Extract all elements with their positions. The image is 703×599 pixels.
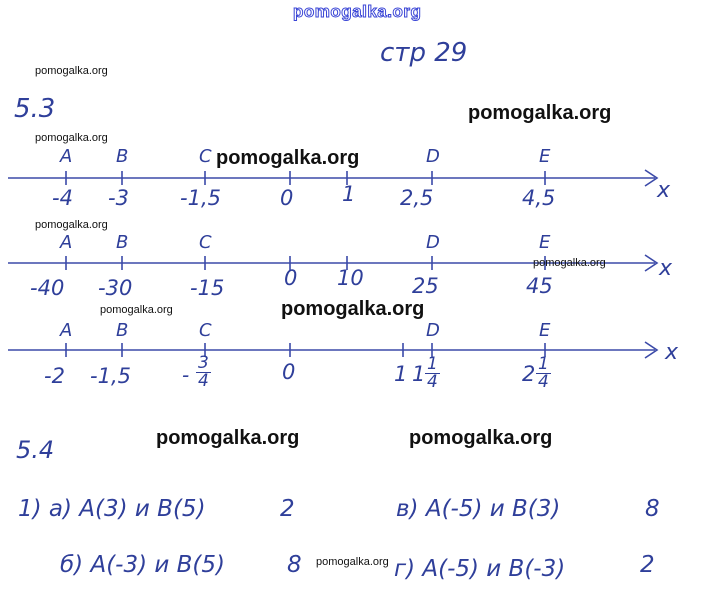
point-label: D (426, 232, 440, 253)
fraction-numerator: 3 (198, 353, 209, 373)
watermark: pomogalka.org (35, 219, 108, 231)
tick-label: 0 (284, 266, 298, 290)
axis-label: x (665, 340, 679, 365)
tick-label: 1 (394, 362, 408, 386)
tick-label: 1 (342, 182, 356, 206)
watermark: pomogalka.org (100, 304, 173, 316)
tick-label: 0 (280, 186, 294, 210)
tick-label: 0 (282, 360, 296, 384)
point-label: D (426, 320, 440, 341)
axis-label: x (659, 256, 673, 281)
tick-label: -15 (190, 276, 225, 300)
tick-label: -4 (52, 186, 73, 210)
fraction-numerator: 1 (427, 354, 438, 374)
watermark: pomogalka.org (216, 147, 360, 169)
axis-label: x (657, 178, 671, 203)
answer-value: 8 (287, 552, 302, 578)
answer-value: 8 (645, 496, 660, 522)
fraction-denominator: 4 (427, 372, 438, 392)
tick-label: -40 (30, 276, 65, 300)
site-watermark-top: pomogalka.org (293, 2, 422, 21)
watermark: pomogalka.org (468, 102, 612, 124)
tick-label: 4,5 (522, 186, 556, 210)
answer-line: в) A(-5) и B(3) (396, 496, 561, 522)
tick-label: -2 (44, 364, 65, 388)
point-label: D (426, 146, 440, 167)
tick-label: -1,5 (180, 186, 221, 210)
fraction-denominator: 4 (538, 372, 549, 392)
point-label: A (60, 320, 73, 341)
tick-label: -1,5 (90, 364, 131, 388)
tick-label-sign: - (182, 363, 190, 387)
point-label: A (60, 146, 73, 167)
point-label: C (199, 320, 212, 341)
watermark: pomogalka.org (156, 427, 300, 449)
fraction (196, 355, 211, 390)
page-reference: стр 29 (380, 38, 468, 68)
mixed-number-whole: 1 (412, 362, 426, 386)
answer-line: г) A(-5) и B(-3) (394, 556, 566, 582)
point-label: E (539, 232, 551, 253)
point-label: B (116, 146, 129, 167)
point-label: C (199, 146, 212, 167)
watermark: pomogalka.org (533, 257, 606, 269)
answer-value: 2 (280, 496, 295, 522)
point-label: C (199, 232, 212, 253)
point-label: B (116, 320, 129, 341)
answer-line: б) A(-3) и B(5) (60, 552, 226, 578)
tick-label: 25 (412, 274, 439, 298)
tick-label: 45 (526, 274, 553, 298)
watermark: pomogalka.org (409, 427, 553, 449)
watermark: pomogalka.org (35, 65, 108, 77)
tick-label: -3 (108, 186, 129, 210)
answer-line: 1) а) A(3) и B(5) (18, 496, 206, 522)
mixed-number-whole: 2 (522, 362, 536, 386)
watermark: pomogalka.org (316, 556, 389, 568)
point-label: E (539, 320, 551, 341)
tick-label: -30 (98, 276, 133, 300)
point-label: A (60, 232, 73, 253)
fraction-numerator: 1 (538, 354, 549, 374)
watermark: pomogalka.org (35, 132, 108, 144)
exercise-number: 5.3 (14, 94, 56, 124)
point-label: E (539, 146, 551, 167)
fraction (536, 356, 551, 391)
fraction-denominator: 4 (198, 371, 209, 391)
tick-label: 10 (337, 266, 364, 290)
exercise-number: 5.4 (16, 436, 55, 464)
answer-value: 2 (640, 552, 655, 578)
fraction (425, 356, 440, 391)
watermark: pomogalka.org (281, 298, 425, 320)
point-label: B (116, 232, 129, 253)
tick-label: 2,5 (400, 186, 434, 210)
